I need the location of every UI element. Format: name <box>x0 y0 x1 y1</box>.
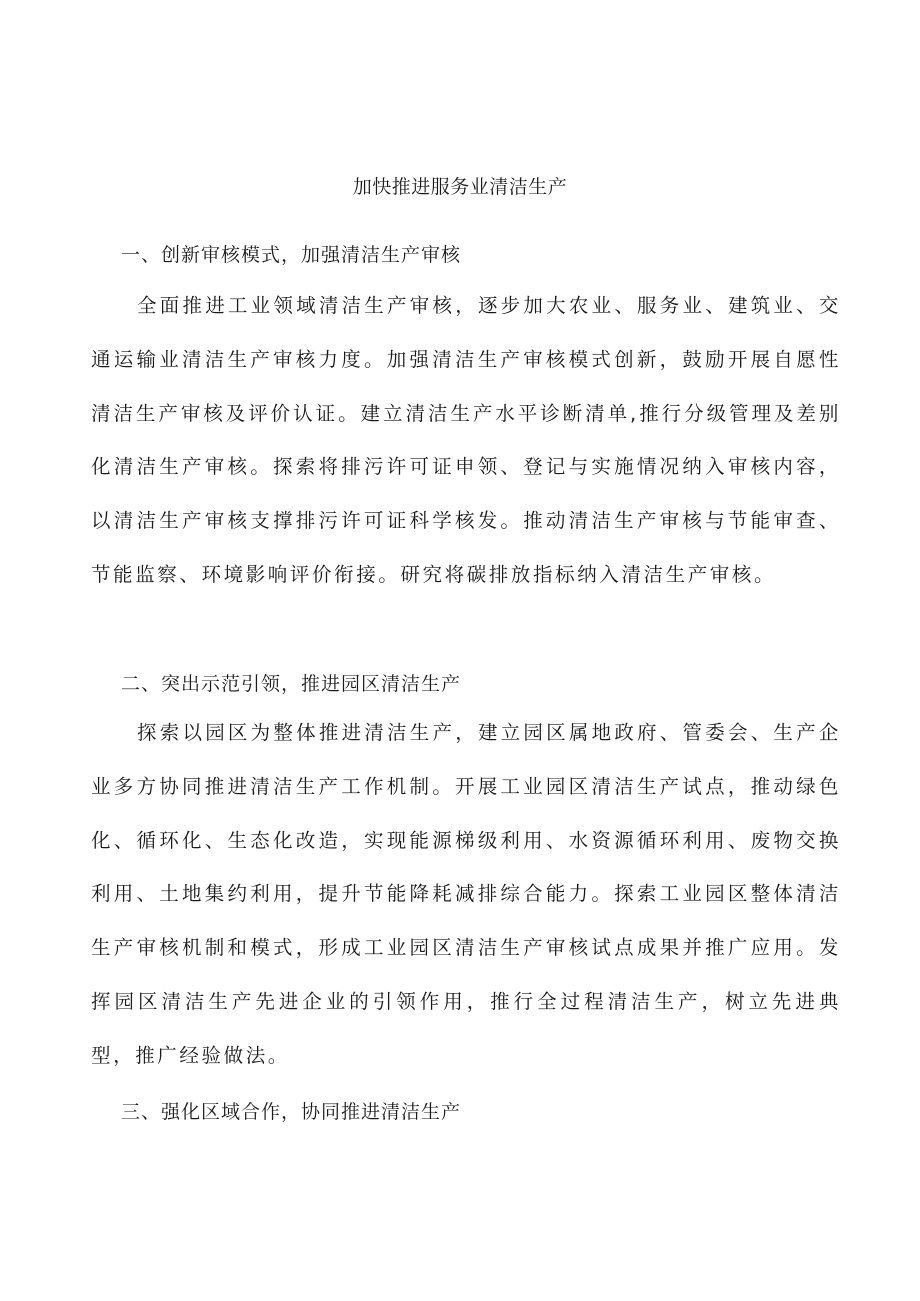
section-heading-3: 三、强化区域合作，协同推进清洁生产 <box>121 1101 462 1123</box>
section-heading-1: 一、创新审核模式，加强清洁生产审核 <box>121 244 462 266</box>
document-title: 加快推进服务业清洁生产 <box>352 176 568 198</box>
section-heading-2: 二、突出示范引领，推进园区清洁生产 <box>121 673 462 695</box>
section-paragraph-1: 全面推进工业领域清洁生产审核，逐步加大农业、服务业、建筑业、交通运输业清洁生产审核力度。加强清洁生产审核模式创新，鼓励开展自愿性清洁生产审核及评价认证。建立清洁生产水平诊断清单,推行分级管理及差别化清洁生产审核。探索将排污许可证申领、登记与实施情况纳入审核内容，以清洁生产审核支撑排污许可证科学核发。推动清洁生产审核与节能审查、节能监察、环境影响评价衔接。研究将碳排放指标纳入清洁生产审核。 <box>91 294 841 586</box>
section-paragraph-2: 探索以园区为整体推进清洁生产，建立园区属地政府、管委会、生产企业多方协同推进清洁生产工作机制。开展工业园区清洁生产试点，推动绿色化、循环化、生态化改造，实现能源梯级利用、水资源循环利用、废物交换利用、土地集约利用，提升节能降耗减排综合能力。探索工业园区整体清洁生产审核机制和模式，形成工业园区清洁生产审核试点成果并推广应用。发挥园区清洁生产先进企业的引领作用，推行全过程清洁生产，树立先进典型，推广经验做法。 <box>91 721 841 1067</box>
